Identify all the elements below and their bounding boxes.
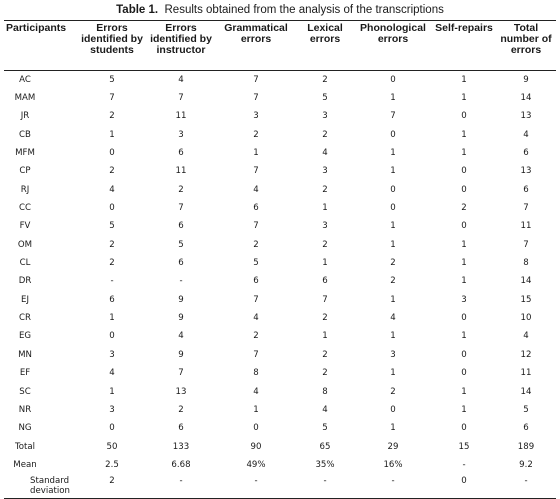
- cell-total-errors: 7: [523, 239, 529, 250]
- cell-errors-by-students: 4: [109, 368, 115, 379]
- cell-errors-by-instructor: -: [146, 474, 216, 499]
- cell-phonological-errors: 7: [390, 111, 396, 122]
- cell-total-errors: -: [496, 474, 556, 499]
- cell-lexical-errors: -: [296, 474, 354, 499]
- cell-errors-by-students: 1: [109, 313, 115, 324]
- cell-phonological-errors: 1: [390, 239, 396, 250]
- cell-total-errors: 4: [523, 129, 529, 140]
- results-table: [4, 20, 556, 499]
- cell-participants: AC: [19, 74, 31, 85]
- table-row: [4, 181, 556, 199]
- cell-errors-by-instructor: 4: [178, 331, 184, 342]
- cell-lexical-errors: 3: [322, 111, 328, 122]
- cell-self-repairs: 0: [461, 313, 467, 324]
- cell-total-errors: 4: [523, 331, 529, 342]
- cell-lexical-errors: 1: [322, 331, 328, 342]
- cell-errors-by-instructor: 7: [178, 368, 184, 379]
- table-row: [4, 162, 556, 180]
- cell-participants: EJ: [21, 294, 29, 305]
- table-row: [4, 327, 556, 345]
- cell-self-repairs: 2: [461, 203, 467, 214]
- cell-total-errors: 14: [520, 276, 532, 287]
- cell-participants: CL: [19, 258, 31, 269]
- cell-lexical-errors: 3: [322, 221, 328, 232]
- cell-total-errors: 13: [520, 166, 532, 177]
- cell-participants: NR: [18, 404, 32, 415]
- cell-errors-by-students: 2.5: [105, 459, 119, 470]
- table-row: [4, 107, 556, 125]
- cell-errors-by-instructor: 6: [178, 258, 184, 269]
- cell-phonological-errors: 0: [390, 184, 396, 195]
- table-row: [4, 456, 556, 474]
- cell-errors-by-instructor: 7: [178, 203, 184, 214]
- cell-self-repairs: -: [462, 459, 466, 470]
- cell-errors-by-students: 5: [109, 221, 115, 232]
- cell-errors-by-students: 1: [109, 129, 115, 140]
- cell-total-errors: 189: [517, 441, 535, 452]
- cell-self-repairs: 1: [461, 93, 467, 104]
- cell-phonological-errors: 0: [390, 129, 396, 140]
- cell-grammatical-errors: 4: [253, 184, 259, 195]
- cell-lexical-errors: 6: [322, 276, 328, 287]
- cell-grammatical-errors: 7: [253, 93, 259, 104]
- cell-grammatical-errors: 8: [253, 368, 259, 379]
- cell-self-repairs: 3: [461, 294, 467, 305]
- column-header-errors-by-instructor: Errors identified by instructor: [150, 22, 212, 56]
- cell-grammatical-errors: 5: [253, 258, 259, 269]
- cell-phonological-errors: 1: [390, 148, 396, 159]
- cell-lexical-errors: 65: [319, 441, 331, 452]
- cell-errors-by-students: 6: [109, 294, 115, 305]
- cell-errors-by-students: 0: [109, 331, 115, 342]
- cell-self-repairs: 1: [461, 129, 467, 140]
- cell-errors-by-instructor: 4: [178, 74, 184, 85]
- cell-errors-by-instructor: 9: [178, 313, 184, 324]
- cell-phonological-errors: 2: [390, 386, 396, 397]
- cell-lexical-errors: 8: [322, 386, 328, 397]
- cell-self-repairs: 1: [461, 386, 467, 397]
- table-row: [4, 382, 556, 400]
- cell-lexical-errors: 2: [322, 368, 328, 379]
- cell-grammatical-errors: 7: [253, 74, 259, 85]
- cell-participants: MN: [18, 349, 32, 360]
- cell-total-errors: 15: [520, 294, 532, 305]
- cell-errors-by-students: 0: [109, 423, 115, 434]
- cell-self-repairs: 1: [461, 239, 467, 250]
- cell-errors-by-students: 2: [109, 239, 115, 250]
- cell-grammatical-errors: 7: [253, 349, 259, 360]
- cell-self-repairs: 1: [461, 258, 467, 269]
- cell-participants: CP: [19, 166, 31, 177]
- cell-errors-by-students: 50: [106, 441, 118, 452]
- cell-errors-by-instructor: 133: [172, 441, 190, 452]
- cell-errors-by-students: 5: [109, 74, 115, 85]
- cell-grammatical-errors: 6: [253, 203, 259, 214]
- cell-participants: OM: [17, 239, 33, 250]
- table-row: [4, 126, 556, 144]
- cell-phonological-errors: -: [354, 474, 432, 499]
- cell-grammatical-errors: 0: [253, 423, 259, 434]
- cell-phonological-errors: 1: [390, 294, 396, 305]
- cell-errors-by-students: 2: [109, 111, 115, 122]
- cell-self-repairs: 0: [461, 423, 467, 434]
- table-row: [4, 474, 556, 499]
- cell-phonological-errors: 1: [390, 331, 396, 342]
- cell-total-errors: 14: [520, 93, 532, 104]
- column-header-participants: Participants: [6, 22, 67, 34]
- cell-phonological-errors: 1: [390, 368, 396, 379]
- cell-errors-by-instructor: 6: [178, 423, 184, 434]
- header-row: [4, 21, 556, 71]
- table-row: [4, 291, 556, 309]
- cell-errors-by-students: 1: [109, 386, 115, 397]
- column-header-grammatical-errors: Grammatical errors: [224, 22, 288, 45]
- cell-total-errors: 13: [520, 111, 532, 122]
- cell-grammatical-errors: 7: [253, 294, 259, 305]
- cell-total-errors: 12: [520, 349, 532, 360]
- cell-total-errors: 9: [523, 74, 529, 85]
- table-row: [4, 419, 556, 437]
- cell-participants: SC: [19, 386, 31, 397]
- cell-self-repairs: 0: [432, 474, 496, 499]
- cell-grammatical-errors: 3: [253, 111, 259, 122]
- cell-phonological-errors: 29: [387, 441, 399, 452]
- cell-participants: NG: [18, 423, 32, 434]
- cell-self-repairs: 0: [461, 368, 467, 379]
- cell-grammatical-errors: 6: [253, 276, 259, 287]
- cell-self-repairs: 1: [461, 148, 467, 159]
- cell-self-repairs: 15: [458, 441, 470, 452]
- cell-phonological-errors: 0: [390, 404, 396, 415]
- cell-errors-by-students: 3: [109, 349, 115, 360]
- cell-total-errors: 9.2: [519, 459, 533, 470]
- table-caption: [0, 4, 560, 16]
- cell-grammatical-errors: 2: [253, 129, 259, 140]
- cell-participants: FV: [19, 221, 31, 232]
- cell-lexical-errors: 2: [322, 313, 328, 324]
- cell-errors-by-instructor: -: [179, 276, 183, 287]
- cell-errors-by-instructor: 6: [178, 148, 184, 159]
- cell-lexical-errors: 2: [322, 349, 328, 360]
- column-header-lexical-errors: Lexical errors: [307, 22, 343, 45]
- cell-errors-by-instructor: 2: [178, 184, 184, 195]
- cell-phonological-errors: 1: [390, 166, 396, 177]
- table-row: [4, 272, 556, 290]
- cell-errors-by-instructor: 6.68: [171, 459, 191, 470]
- cell-total-errors: 14: [520, 386, 532, 397]
- table-row: [4, 217, 556, 235]
- cell-errors-by-instructor: 3: [178, 129, 184, 140]
- cell-errors-by-students: 7: [109, 93, 115, 104]
- cell-lexical-errors: 4: [322, 148, 328, 159]
- cell-errors-by-students: 0: [109, 203, 115, 214]
- cell-participants: CB: [19, 129, 31, 140]
- cell-errors-by-students: 4: [109, 184, 115, 195]
- cell-lexical-errors: 1: [322, 203, 328, 214]
- cell-errors-by-instructor: 13: [175, 386, 187, 397]
- cell-total-errors: 6: [523, 148, 529, 159]
- cell-self-repairs: 0: [461, 349, 467, 360]
- table-row: [4, 71, 556, 89]
- table-row: [4, 346, 556, 364]
- cell-self-repairs: 0: [461, 111, 467, 122]
- cell-errors-by-instructor: 6: [178, 221, 184, 232]
- cell-grammatical-errors: 1: [253, 404, 259, 415]
- cell-participants: MAM: [14, 93, 36, 104]
- column-header-total-errors: Total number of errors: [500, 22, 552, 56]
- table-row: [4, 236, 556, 254]
- cell-self-repairs: 0: [461, 221, 467, 232]
- cell-participants: Total: [14, 441, 36, 452]
- cell-self-repairs: 1: [461, 331, 467, 342]
- table-row: [4, 144, 556, 162]
- table-row: [4, 309, 556, 327]
- cell-lexical-errors: 5: [322, 423, 328, 434]
- cell-grammatical-errors: 2: [253, 331, 259, 342]
- cell-total-errors: 7: [523, 203, 529, 214]
- table-row: [4, 401, 556, 419]
- cell-participants: EG: [18, 331, 32, 342]
- cell-participants: RJ: [20, 184, 30, 195]
- cell-participants: DR: [18, 276, 32, 287]
- cell-errors-by-instructor: 11: [175, 111, 187, 122]
- cell-lexical-errors: 2: [322, 129, 328, 140]
- cell-phonological-errors: 1: [390, 423, 396, 434]
- cell-errors-by-instructor: 11: [175, 166, 187, 177]
- cell-errors-by-instructor: 9: [178, 294, 184, 305]
- cell-lexical-errors: 7: [322, 294, 328, 305]
- cell-errors-by-students: 0: [109, 148, 115, 159]
- table-row: [4, 254, 556, 272]
- cell-participants: CC: [18, 203, 31, 214]
- cell-phonological-errors: 1: [390, 93, 396, 104]
- table-caption-label: Table 1.: [116, 4, 159, 16]
- cell-grammatical-errors: 90: [250, 441, 262, 452]
- cell-errors-by-students: 2: [109, 166, 115, 177]
- cell-errors-by-instructor: 5: [178, 239, 184, 250]
- table-row: [4, 89, 556, 107]
- cell-participants: Mean: [13, 459, 37, 470]
- cell-errors-by-instructor: 2: [178, 404, 184, 415]
- cell-self-repairs: 1: [461, 404, 467, 415]
- table-caption-text: Results obtained from the analysis of the transcriptions: [164, 4, 444, 16]
- cell-phonological-errors: 16%: [383, 459, 403, 470]
- cell-phonological-errors: 2: [390, 276, 396, 287]
- cell-grammatical-errors: 1: [253, 148, 259, 159]
- cell-self-repairs: 0: [461, 184, 467, 195]
- cell-grammatical-errors: 4: [253, 313, 259, 324]
- column-header-phonological-errors: Phonological errors: [360, 22, 426, 45]
- table-row: [4, 437, 556, 455]
- cell-errors-by-students: 2: [109, 258, 115, 269]
- table-body: [4, 71, 556, 499]
- cell-lexical-errors: 1: [322, 258, 328, 269]
- cell-participants: JR: [20, 111, 30, 122]
- cell-participants: CR: [19, 313, 31, 324]
- cell-errors-by-instructor: 7: [178, 93, 184, 104]
- column-header-errors-by-students: Errors identified by students: [81, 22, 143, 56]
- cell-phonological-errors: 1: [390, 221, 396, 232]
- cell-total-errors: 8: [523, 258, 529, 269]
- cell-total-errors: 10: [520, 313, 532, 324]
- table-row: [4, 199, 556, 217]
- cell-phonological-errors: 3: [390, 349, 396, 360]
- cell-lexical-errors: 4: [322, 404, 328, 415]
- cell-errors-by-students: -: [110, 276, 114, 287]
- cell-grammatical-errors: 4: [253, 386, 259, 397]
- cell-self-repairs: 1: [461, 276, 467, 287]
- cell-participants: EF: [19, 368, 31, 379]
- cell-phonological-errors: 2: [390, 258, 396, 269]
- column-header-self-repairs: Self-repairs: [435, 22, 493, 34]
- cell-grammatical-errors: 7: [253, 166, 259, 177]
- cell-errors-by-students: 2: [78, 474, 146, 499]
- cell-self-repairs: 0: [461, 166, 467, 177]
- cell-phonological-errors: 0: [390, 203, 396, 214]
- cell-lexical-errors: 5: [322, 93, 328, 104]
- cell-lexical-errors: 2: [322, 74, 328, 85]
- cell-total-errors: 6: [523, 423, 529, 434]
- cell-phonological-errors: 4: [390, 313, 396, 324]
- cell-errors-by-students: 3: [109, 404, 115, 415]
- cell-lexical-errors: 2: [322, 184, 328, 195]
- cell-total-errors: 5: [523, 404, 529, 415]
- cell-total-errors: 6: [523, 184, 529, 195]
- cell-phonological-errors: 0: [390, 74, 396, 85]
- cell-grammatical-errors: 2: [253, 239, 259, 250]
- cell-lexical-errors: 3: [322, 166, 328, 177]
- cell-grammatical-errors: -: [216, 474, 296, 499]
- table-header: [4, 21, 556, 71]
- cell-total-errors: 11: [520, 221, 532, 232]
- cell-lexical-errors: 35%: [315, 459, 335, 470]
- cell-participants: MFM: [15, 148, 35, 159]
- cell-errors-by-instructor: 9: [178, 349, 184, 360]
- table-row: [4, 364, 556, 382]
- cell-total-errors: 11: [520, 368, 532, 379]
- cell-participants: Standard deviation: [4, 474, 78, 499]
- cell-self-repairs: 1: [461, 74, 467, 85]
- cell-lexical-errors: 2: [322, 239, 328, 250]
- cell-grammatical-errors: 7: [253, 221, 259, 232]
- cell-grammatical-errors: 49%: [246, 459, 266, 470]
